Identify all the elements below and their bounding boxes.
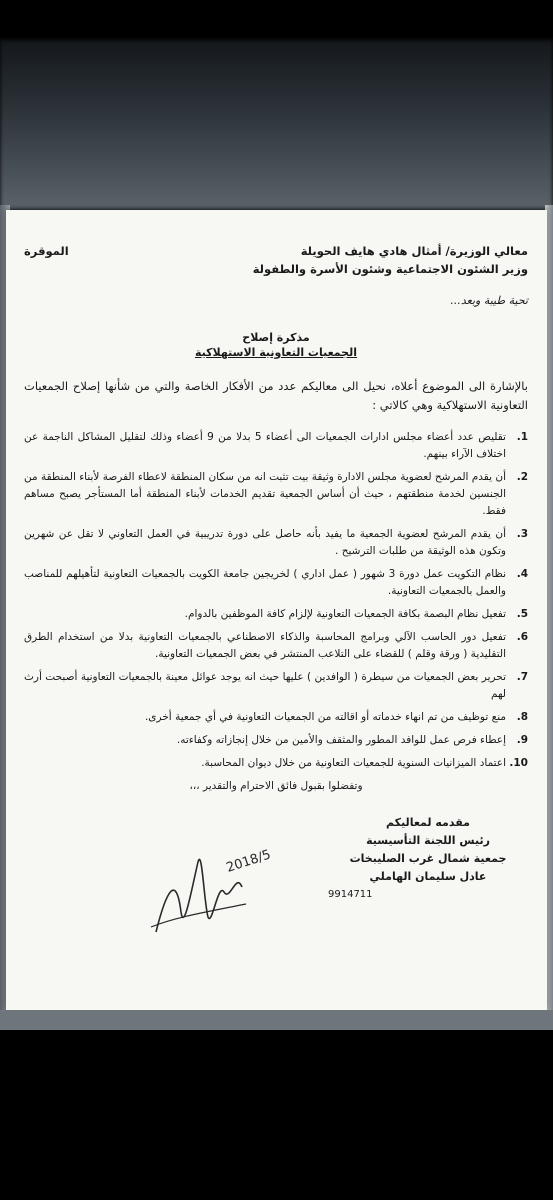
list-item — [24, 526, 528, 560]
list-item — [24, 755, 528, 772]
intro-paragraph: بالإشارة الى الموضوع أعلاه، نحيل الى معاليكم عدد من الأفكار الخاصة والتي من شأنها إصلاح الجمعيات التعاونية الاستهلاكية وهي كالاتي : — [24, 379, 528, 412]
honorific: الموقرة — [24, 244, 69, 258]
memo-title — [24, 331, 528, 359]
item-text: تقليص عدد أعضاء مجلس ادارات الجمعيات الى أعضاء 5 بدلا من 9 أعضاء وذلك لتقليل المشاكل الناجمة عن اختلاف الآراء بينهم. — [24, 431, 506, 460]
list-item — [24, 629, 528, 663]
signature-date: 2018/5 — [224, 847, 273, 876]
item-number: 4. — [516, 568, 528, 580]
item-text: إعطاء فرص عمل للوافد المطور والمثقف والأمين من خلال إنجازاته وكفاءته. — [176, 734, 506, 746]
closing-line: وتفضلوا بقبول فائق الاحترام والتقدير ،،، — [189, 780, 363, 792]
list-item — [24, 566, 528, 600]
background-blur-top — [0, 40, 553, 210]
letter-header — [24, 242, 528, 278]
item-text: تفعيل نظام البصمة بكافة الجمعيات التعاونية لإلزام كافة الموظفين بالدوام. — [184, 608, 506, 620]
item-text: نظام التكويت عمل دورة 3 شهور ( عمل اداري ) لخريجين جامعة الكويت بالجمعيات التعاونية لتأهيلهم للمناصب والعمل بالجمعيات التعاونية. — [24, 568, 506, 597]
document-body — [24, 242, 528, 904]
list-item — [24, 709, 528, 726]
item-number: 8. — [516, 711, 528, 723]
recipient-name: معالي الوزيرة/ أمثال هادي هايف الحويلة — [300, 244, 528, 258]
list-item — [24, 469, 528, 520]
item-text: تحرير بعض الجمعيات من سيطرة ( الوافدين ) عليها حيث انه يوجد عوائل معينة بالجمعيات التعاونية أصبحت أرث لهم — [24, 671, 506, 700]
item-number: 2. — [516, 471, 528, 483]
item-number: 6. — [516, 631, 528, 643]
memo-title-line1: مذكرة إصلاح — [242, 331, 310, 344]
signature-line2: رئيس اللجنة التأسيسية — [366, 834, 490, 847]
item-number: 7. — [516, 671, 528, 683]
item-number: 5. — [516, 608, 528, 620]
recipient-block — [253, 242, 528, 278]
signature-block — [328, 814, 528, 904]
item-text: اعتماد الميزانيات السنوية للجمعيات التعاونية من خلال ديوان المحاسبة. — [201, 757, 506, 769]
item-text: أن يقدم المرشح لعضوية مجلس الادارة وثيقة بيت تثبت انه من سكان المنطقة لاعطاء الفرصة لأبناء المنطقة من الجنسين لخدمة منطقتهم ، حيث أن أساس الجمعية تقديم الخدمات لأبناء المنطقة أما المستأجر يصبح مساهم فقط. — [24, 471, 506, 517]
list-item — [24, 732, 528, 749]
item-number: 9. — [516, 734, 528, 746]
list-item — [24, 669, 528, 703]
list-item — [24, 429, 528, 463]
signature-name: عادل سليمان الهاملي — [369, 870, 487, 883]
proposal-list — [24, 429, 528, 772]
memo-title-line2: الجمعيات التعاونية الاستهلاكية — [194, 346, 358, 359]
signature-line1: مقدمه لمعاليكم — [386, 816, 470, 829]
item-number: 1. — [516, 431, 528, 443]
recipient-title: وزير الشئون الاجتماعية وشئون الأسرة والطفولة — [252, 262, 528, 276]
item-number: 3. — [516, 528, 528, 540]
document-photo — [6, 210, 547, 1010]
signature-line3: جمعية شمال غرب الصليبخات — [349, 852, 507, 865]
item-text: منع توظيف من تم انهاء خدماته أو اقالته من الجمعيات التعاونية في أي جمعية أخرى. — [144, 711, 506, 723]
item-text: تفعيل دور الحاسب الآلي وبرامج المحاسبة والذكاء الاصطناعي بالجمعيات التعاونية بدلا من استخدام الطرق التقليدية ( ورقة وقلم ) للقضاء على التلاعب المنتشر في بعض الجمعيات التعاونية. — [24, 631, 506, 660]
item-text: أن يقدم المرشح لعضوية الجمعية ما يفيد بأنه حاصل على دورة تدريبية في العمل التعاوني لا تقل عن شهرين وتكون هذه الوثيقة من طلبات الترشيح . — [24, 528, 506, 557]
list-item — [24, 606, 528, 623]
handwritten-signature-icon — [146, 832, 286, 942]
greeting: تحية طيبة وبعد... — [450, 294, 528, 307]
background-blur-bottom — [0, 1010, 553, 1030]
signature-phone: 9914711 — [328, 889, 373, 900]
item-number: 10. — [509, 757, 528, 769]
